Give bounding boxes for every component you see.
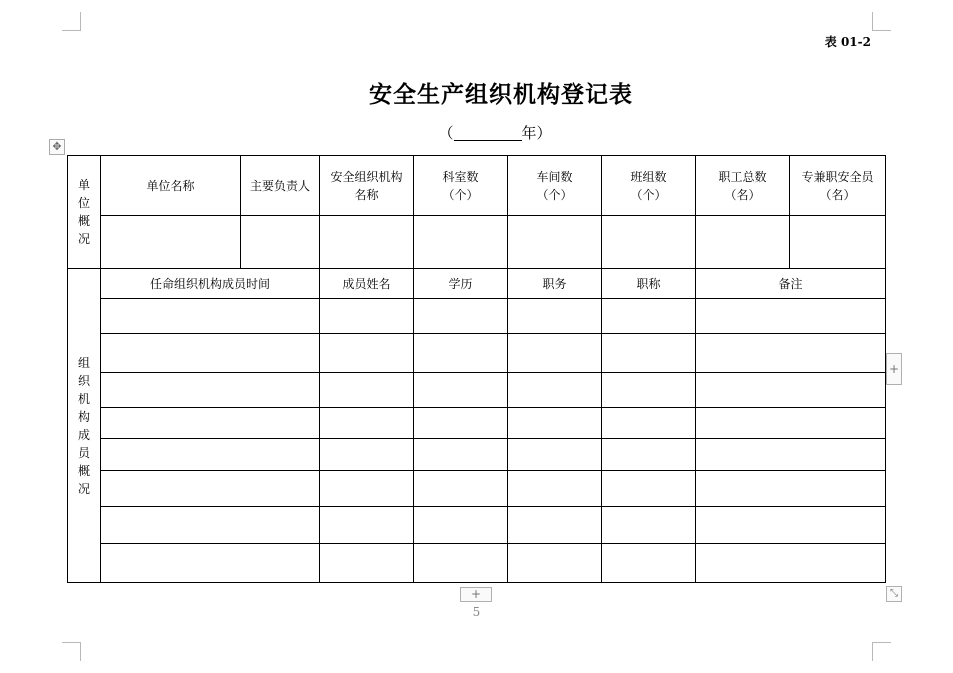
header-member-name: 成员姓名: [320, 269, 414, 299]
member-row: [68, 334, 886, 373]
year-line: [0, 122, 953, 143]
header-appointment-time: 任命组织机构成员时间: [101, 269, 320, 299]
year-label: 年）: [521, 124, 552, 142]
unit-cell[interactable]: [602, 216, 696, 269]
header-title: 职称: [602, 269, 696, 299]
member-cell[interactable]: [101, 507, 320, 544]
member-cell[interactable]: [508, 439, 602, 471]
member-cell[interactable]: [696, 439, 886, 471]
document-title: 安全生产组织机构登记表: [369, 81, 633, 108]
member-cell[interactable]: [696, 507, 886, 544]
member-cell[interactable]: [602, 439, 696, 471]
member-cell[interactable]: [696, 299, 886, 334]
page-corner-mark: [872, 12, 891, 31]
member-section-label: 组 织 机 构 成 员 概 况: [68, 269, 101, 583]
member-cell[interactable]: [696, 544, 886, 583]
member-cell[interactable]: [602, 408, 696, 439]
member-cell[interactable]: [414, 334, 508, 373]
member-cell[interactable]: [602, 544, 696, 583]
header-remarks: 备注: [696, 269, 886, 299]
registration-table: [67, 155, 886, 583]
unit-cell[interactable]: [508, 216, 602, 269]
unit-section-label: 单 位 概 况: [68, 156, 101, 269]
member-cell[interactable]: [101, 299, 320, 334]
add-row-icon[interactable]: +: [460, 587, 492, 602]
member-cell[interactable]: [414, 507, 508, 544]
table-code: 表 01-2: [824, 35, 871, 49]
header-teams: 班组数 （个）: [602, 156, 696, 216]
member-cell[interactable]: [508, 299, 602, 334]
member-row: [68, 544, 886, 583]
header-education: 学历: [414, 269, 508, 299]
page-corner-mark: [62, 12, 81, 31]
member-cell[interactable]: [414, 439, 508, 471]
member-cell[interactable]: [320, 544, 414, 583]
member-cell[interactable]: [696, 334, 886, 373]
page-corner-mark: [872, 642, 891, 661]
header-total-staff: 职工总数 （名）: [696, 156, 790, 216]
member-cell[interactable]: [602, 334, 696, 373]
member-cell[interactable]: [414, 408, 508, 439]
member-cell[interactable]: [414, 544, 508, 583]
member-row: [68, 439, 886, 471]
add-column-icon[interactable]: +: [886, 353, 902, 385]
unit-data-row: [68, 216, 886, 269]
member-cell[interactable]: [101, 544, 320, 583]
member-cell[interactable]: [508, 408, 602, 439]
member-cell[interactable]: [508, 544, 602, 583]
header-departments: 科室数 （个）: [414, 156, 508, 216]
unit-cell[interactable]: [320, 216, 414, 269]
unit-cell[interactable]: [696, 216, 790, 269]
unit-cell[interactable]: [790, 216, 886, 269]
header-safety-org-name: 安全组织机构 名称: [320, 156, 414, 216]
member-cell[interactable]: [101, 334, 320, 373]
member-cell[interactable]: [508, 334, 602, 373]
member-row: [68, 507, 886, 544]
member-cell[interactable]: [696, 471, 886, 507]
member-cell[interactable]: [414, 373, 508, 408]
member-cell[interactable]: [602, 373, 696, 408]
member-cell[interactable]: [696, 373, 886, 408]
member-cell[interactable]: [320, 373, 414, 408]
header-safety-officers: 专兼职安全员 （名）: [790, 156, 886, 216]
member-row: [68, 373, 886, 408]
header-position: 职务: [508, 269, 602, 299]
member-cell[interactable]: [101, 373, 320, 408]
unit-header-row: [68, 156, 886, 216]
member-cell[interactable]: [320, 334, 414, 373]
header-workshops: 车间数 （个）: [508, 156, 602, 216]
member-cell[interactable]: [508, 373, 602, 408]
member-cell[interactable]: [101, 439, 320, 471]
unit-cell[interactable]: [414, 216, 508, 269]
member-header-row: [68, 269, 886, 299]
member-cell[interactable]: [414, 299, 508, 334]
member-cell[interactable]: [320, 299, 414, 334]
member-cell[interactable]: [101, 471, 320, 507]
member-cell[interactable]: [508, 471, 602, 507]
member-cell[interactable]: [602, 299, 696, 334]
member-row: [68, 408, 886, 439]
table-move-handle-icon[interactable]: ✥: [49, 139, 65, 155]
member-cell[interactable]: [320, 471, 414, 507]
member-row: [68, 471, 886, 507]
page-corner-mark: [62, 642, 81, 661]
member-cell[interactable]: [508, 507, 602, 544]
table-resize-icon[interactable]: ⤡: [886, 586, 902, 602]
year-open-paren: （: [438, 124, 454, 142]
member-cell[interactable]: [101, 408, 320, 439]
page-number: 5: [472, 605, 481, 619]
member-cell[interactable]: [696, 408, 886, 439]
member-row: [68, 299, 886, 334]
member-cell[interactable]: [602, 507, 696, 544]
unit-cell[interactable]: [101, 216, 241, 269]
header-unit-name: 单位名称: [101, 156, 241, 216]
year-blank-field[interactable]: [454, 124, 522, 141]
unit-cell[interactable]: [241, 216, 320, 269]
header-principal: 主要负责人: [241, 156, 320, 216]
member-cell[interactable]: [320, 439, 414, 471]
member-cell[interactable]: [602, 471, 696, 507]
member-cell[interactable]: [414, 471, 508, 507]
member-cell[interactable]: [320, 408, 414, 439]
member-cell[interactable]: [320, 507, 414, 544]
